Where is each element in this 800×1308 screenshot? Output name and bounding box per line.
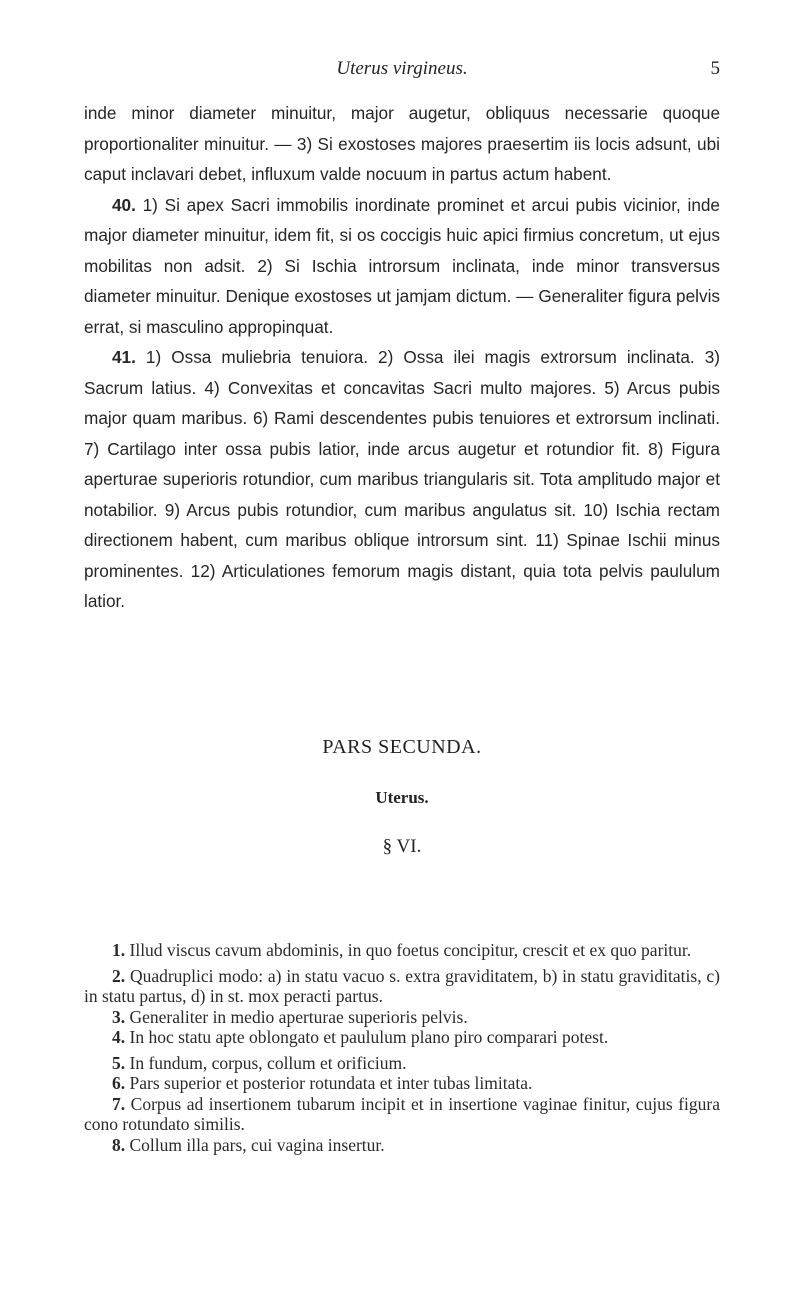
item-number: 5. xyxy=(112,1052,126,1073)
paragraph-text: 1) Si apex Sacri immobilis inordinate prominet et arcui pubis vicinior, inde major diameter minuitur, idem fit, si os coccigis huic apici firmius concretum, ut ejus mobilitas non adsit. 2) Si Ischia introrsum inclinata, inde minor transversus diameter minuitur. Denique exostoses ut jamjam dictum. — Generaliter figura pelvis errat, si masculino appropinquat. xyxy=(84,194,720,337)
paragraph-continued: inde minor diameter minuitur, major augetur, obliquus necessarie quoque proportionaliter minuitur. — 3) Si exostoses majores praesertim iis locis adsunt, ubi caput inclavari debet, influxum valde nocuum in partus actum habent. xyxy=(84,103,720,184)
chapter-subtitle: Uterus. xyxy=(375,788,429,807)
list-item xyxy=(84,1094,720,1135)
body-text xyxy=(84,98,720,617)
item-text: Illud viscus cavum abdominis, in quo foetus concipitur, crescit et ex quo paritur. xyxy=(125,940,692,960)
paragraph-40 xyxy=(84,190,720,343)
item-number: 4. xyxy=(112,1027,126,1047)
paragraph-number: 41. xyxy=(112,347,136,367)
item-text: Generaliter in medio aperturae superioris pelvis. xyxy=(125,1006,468,1027)
list-item xyxy=(84,940,720,961)
list-item xyxy=(84,1135,720,1156)
paragraph-text: 1) Ossa muliebria tenuiora. 2) Ossa ilei magis extrorsum inclinata. 3) Sacrum latius. 4) Convexitas et concavitas Sacri multo majores. 5) Arcus pubis major quam maribus. 6) Rami descendentes pubis tenuiores et extrorsum inclinati. 7) Cartilago inter ossa pubis latior, inde arcus augetur et rotundior fit. 8) Figura aperturae superioris rotundior, cum maribus triangularis sit. Tota amplitudo major et notabilior. 9) Arcus pubis rotundior, cum maribus angulatus sit. 10) Ischia rectam directionem habent, cum maribus oblique introrsum sint. 11) Spinae Ischii minus prominentes. 12) Articulationes femorum magis distant, quia tota pelvis paululum latior. xyxy=(84,347,720,611)
item-number: 2. xyxy=(112,965,126,986)
numbered-list xyxy=(84,940,720,1155)
running-title: Uterus virgineus. xyxy=(336,58,468,79)
item-text: Collum illa pars, cui vagina insertur. xyxy=(125,1134,385,1155)
list-item xyxy=(84,1027,720,1048)
list-item xyxy=(84,1053,720,1074)
item-text: Quadruplici modo: a) in statu vacuo s. extra graviditatem, b) in statu graviditatis, c) in statu partus, d) in st. mox peracti partus. xyxy=(84,965,720,1006)
list-item xyxy=(84,1073,720,1094)
item-number: 7. xyxy=(112,1093,126,1114)
running-header xyxy=(84,58,720,84)
item-text: In hoc statu apte oblongato et paululum plano piro comparari potest. xyxy=(125,1027,609,1047)
item-number: 1. xyxy=(112,940,126,960)
list-item xyxy=(84,966,720,1007)
item-text: Corpus ad insertionem tubarum incipit et in insertione vaginae finitur, cujus figura cono rotundato similis. xyxy=(84,1093,720,1134)
part-title: PARS SECUNDA. xyxy=(322,736,482,758)
item-number: 3. xyxy=(112,1006,126,1027)
item-number: 6. xyxy=(112,1073,126,1093)
section-heading: § VI. xyxy=(382,836,422,857)
item-text: Pars superior et posterior rotundata et inter tubas limitata. xyxy=(125,1073,533,1093)
list-item xyxy=(84,1007,720,1028)
paragraph-41 xyxy=(84,342,720,617)
item-text: In fundum, corpus, collum et orificium. xyxy=(125,1052,407,1073)
item-number: 8. xyxy=(112,1134,126,1155)
paragraph-number: 40. xyxy=(112,194,136,215)
page-number: 5 xyxy=(710,58,720,79)
